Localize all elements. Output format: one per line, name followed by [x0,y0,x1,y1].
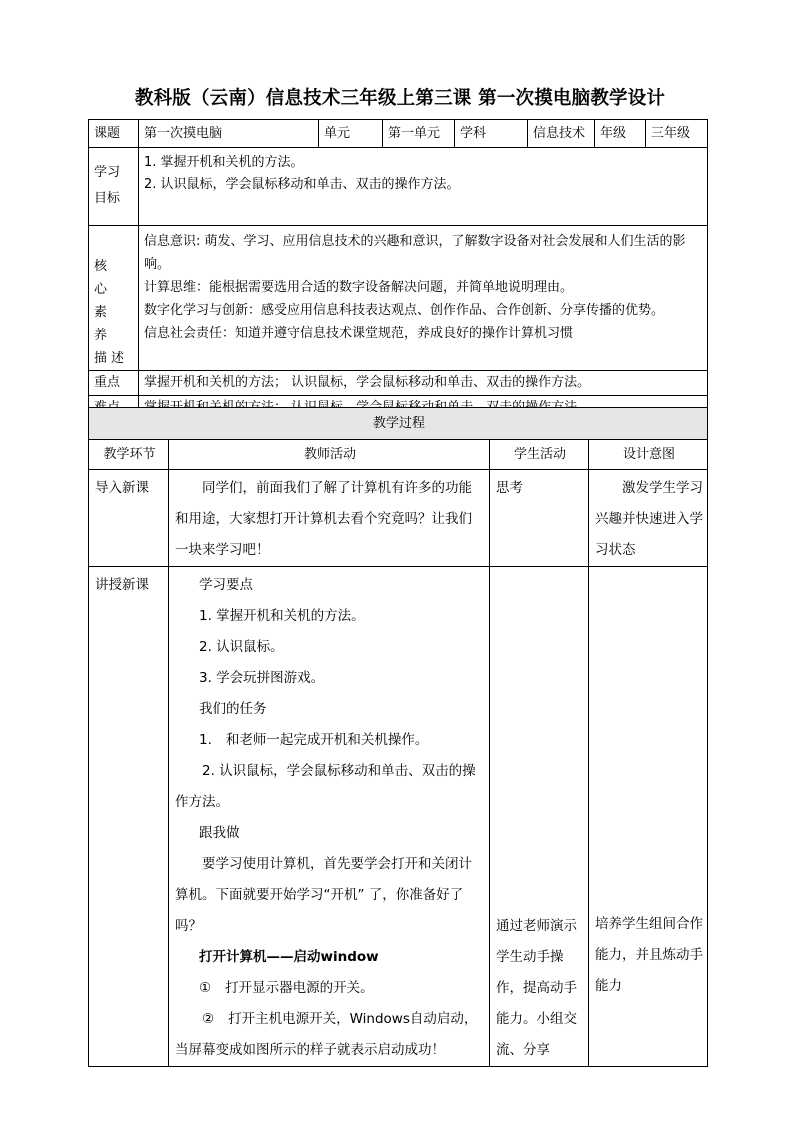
col-stage: 教学环节 [89,440,169,470]
student-new-lesson: 通过老师演示学生动手操作，提高动手能力。小组交流、分享 [490,567,589,1067]
goals-content [139,148,708,226]
teacher-new-lesson: 学习要点 1. 掌握开机和关机的方法。 2. 认识鼠标。 3. 学会玩拼图游戏。 我们的任务 1. 和老师一起完成开机和关机操作。 2. 认识鼠标，学会鼠标移动和单击、双击的操作方法。 跟我做 要学习使用计算机，首先要学会打开和关闭计算机。下面就要开始学习“开机” 了，你准备好了吗？ 打开计算机——启动window ① 打开显示器电源的开关。 ② 打开主机电源开关，Windows自动启动，当屏幕变成如图所示的样子就表示启动成功！ [169,567,490,1067]
core-content [139,226,708,371]
goals-label: 学习 目标 [89,148,139,226]
key-point-text: 掌握开机和关机的方法； 认识鼠标，学会鼠标移动和单击、双击的操作方法。 [139,371,708,396]
grade-value: 三年级 [646,120,708,148]
goals-row [89,148,708,226]
col-student: 学生活动 [490,440,589,470]
col-intent: 设计意图 [589,440,708,470]
stage-new-lesson: 讲授新课 [89,567,169,1067]
core-line: 计算思维：能根据需要选用合适的数字设备解决问题，并简单地说明理由。 [144,280,574,295]
column-header-row [89,440,708,470]
intro-row [89,470,708,567]
core-line: 信息社会责任：知道并遵守信息技术课堂规范，养成良好的操作计算机习惯 [144,326,574,341]
intent-new-lesson: 培养学生组间合作能力，并且炼动手能力 [589,567,708,1067]
grade-label: 年级 [595,120,646,148]
unit-value: 第一单元 [383,120,455,148]
core-line: 数字化学习与创新：感受应用信息科技表达观点、创作作品、合作创新、分享传播的优势。 [144,303,665,318]
subject-value: 信息技术 [528,120,595,148]
lesson-info-table [88,119,708,421]
header-row [89,120,708,148]
stage-intro: 导入新课 [89,470,169,567]
topic-value: 第一次摸电脑 [139,120,319,148]
key-point-label: 重点 [89,371,139,396]
core-line: 信息意识: 萌发、学习、应用信息技术的兴趣和意识，了解数字设备对社会发展和人们生活的影响。 [144,234,686,272]
unit-label: 单元 [319,120,383,148]
core-row [89,226,708,371]
core-label: 核 心 素 养 描述 [89,226,139,371]
page-title: 教科版（云南）信息技术三年级上第三课 第一次摸电脑教学设计 [134,88,666,109]
process-table [88,407,708,1067]
col-teacher: 教师活动 [169,440,490,470]
goal-item: 2. 认识鼠标，学会鼠标移动和单击、双击的操作方法。 [144,177,460,192]
topic-label: 课题 [89,120,139,148]
intent-intro: 激发学生学习兴趣并快速进入学习状态 [589,470,708,567]
student-intro: 思考 [490,470,589,567]
process-title: 教学过程 [89,408,708,440]
key-point-row [89,371,708,396]
teacher-intro: 同学们，前面我们了解了计算机有许多的功能和用途，大家想打开计算机去看个究竟吗？让我们一块来学习吧！ [169,470,490,567]
new-lesson-row [89,567,708,1067]
goal-item: 1. 掌握开机和关机的方法。 [144,155,304,170]
subject-label: 学科 [455,120,528,148]
